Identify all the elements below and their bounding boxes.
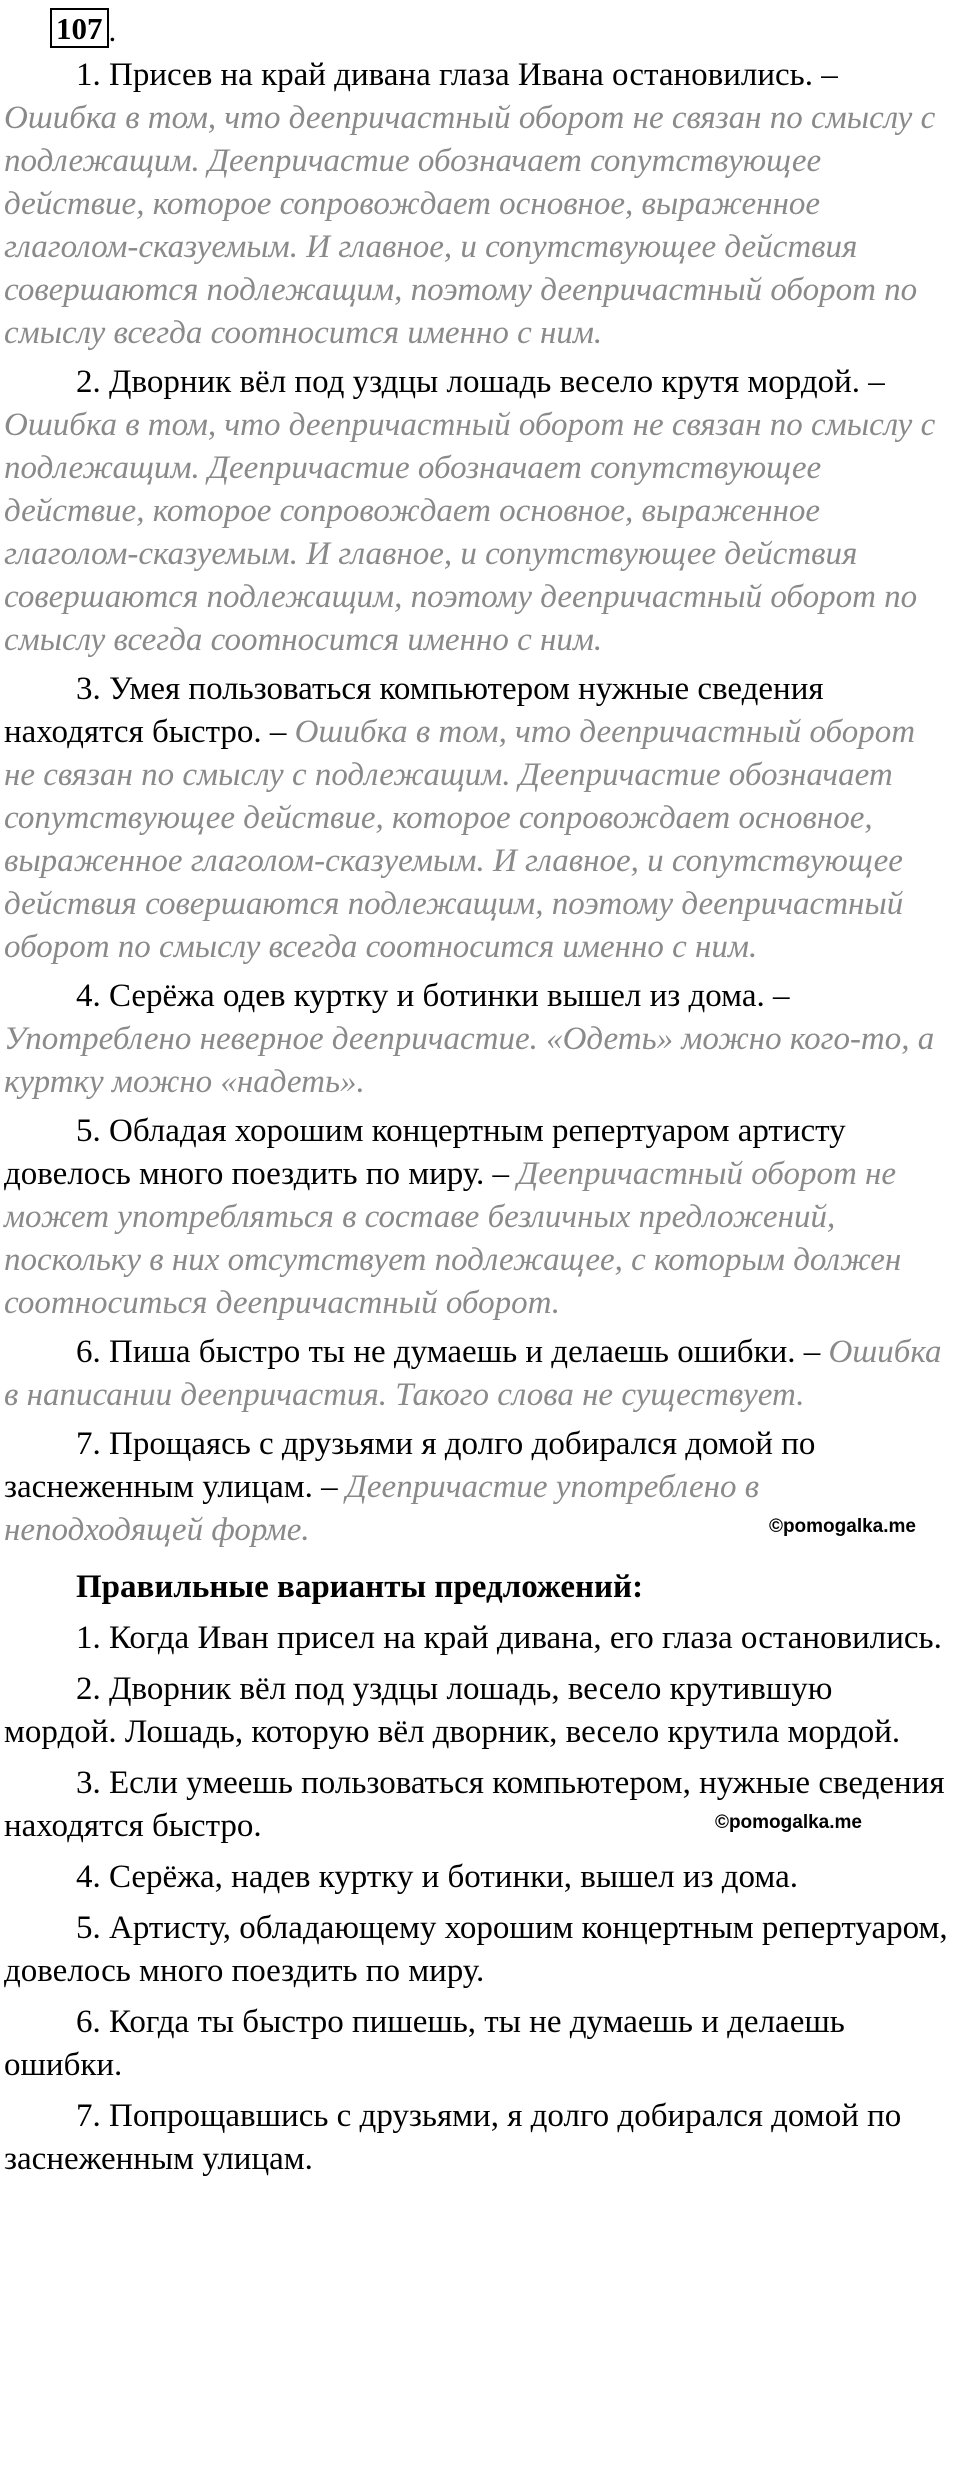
watermark: ©pomogalka.me [714,1812,862,1833]
error-item-4 [4,975,952,1104]
error-item-7 [4,1423,952,1552]
error-explanation: Деепричастный оборот не может употребляться в составе безличных предложений, поскольку в них отсутствует подлежащее, с которым должен соотноситься деепричастный оборот. [4,1156,902,1321]
error-explanation: Деепричастие употреблено в неподходящей форме. [4,1469,760,1548]
error-item-5 [4,1110,952,1325]
error-item-1 [4,54,952,355]
answer-item-5: 5. Артисту, обладающему хорошим концертным репертуаром, довелось много поездить по миру. [4,1910,948,1989]
answer-item-4: 4. Серёжа, надев куртку и ботинки, вышел из дома. [76,1859,798,1895]
watermark: ©pomogalka.me [768,1516,916,1537]
exercise-header [4,4,952,48]
error-sentence: 6. Пиша быстро ты не думаешь и делаешь ошибки. – [76,1334,821,1370]
error-sentence: 1. Присев на край дивана глаза Ивана остановились. – [76,57,838,93]
error-explanation: Ошибка в написании деепричастия. Такого слова не существует. [4,1334,942,1413]
answer-item-1: 1. Когда Иван присел на край дивана, его глаза остановились. [76,1620,942,1656]
answers-heading: Правильные варианты предложений: [76,1569,644,1605]
error-explanation: Ошибка в том, что деепричастный оборот не связан по смыслу с подлежащим. Деепричастие обозначает сопутствующее действие, которое сопровождает основное, выраженное глаголом-сказуемым. И главное, и сопутствующее действия совершаются подлежащим, поэтому деепричастный оборот по смыслу всегда соотносится именно с ним. [4,407,936,658]
answer-item-6: 6. Когда ты быстро пишешь, ты не думаешь и делаешь ошибки. [4,2004,845,2083]
error-item-6 [4,1331,952,1417]
answer-item-2: 2. Дворник вёл под уздцы лошадь, весело крутившую мордой. Лошадь, которую вёл дворник, весело крутила мордой. [4,1671,901,1750]
error-explanation: Ошибка в том, что деепричастный оборот не связан по смыслу с подлежащим. Деепричастие обозначает сопутствующее действие, которое сопровождает основное, выраженное глаголом-сказуемым. И главное, и сопутствующее действия совершаются подлежащим, поэтому деепричастный оборот по смыслу всегда соотносится именно с ним. [4,714,916,965]
error-sentence: 2. Дворник вёл под уздцы лошадь весело крутя мордой. – [76,364,885,400]
answer-text: 3. Если умеешь пользоваться компьютером, нужные сведения находятся быстро. [4,1765,945,1844]
answer-item-7: 7. Попрощавшись с друзьями, я долго добирался домой по заснеженным улицам. [4,2098,902,2177]
error-explanation: Ошибка в том, что деепричастный оборот не связан по смыслу с подлежащим. Деепричастие обозначает сопутствующее действие, которое сопровождает основное, выраженное глаголом-сказуемым. И главное, и сопутствующее действия совершаются подлежащим, поэтому деепричастный оборот по смыслу всегда соотносится именно с ним. [4,100,936,351]
error-sentence: 3. Умея пользоваться компьютером нужные сведения находятся быстро. – [4,671,824,750]
error-item-2 [4,361,952,662]
answer-item-3 [4,1762,952,1848]
error-sentence: 5. Обладая хорошим концертным репертуаром артисту довелось много поездить по миру. – [4,1113,846,1192]
error-sentence: 7. Прощаясь с друзьями я долго добирался домой по заснеженным улицам. – [4,1426,816,1505]
answers-list [4,1617,952,2181]
exercise-number-dot: . [108,13,117,48]
exercise-number: 107 [50,8,109,48]
error-explanation: Употреблено неверное деепричастие. «Одеть» можно кого-то, а куртку можно «надеть». [4,1021,935,1100]
error-sentence: 4. Серёжа одев куртку и ботинки вышел из дома. – [76,978,790,1014]
error-item-3 [4,668,952,969]
